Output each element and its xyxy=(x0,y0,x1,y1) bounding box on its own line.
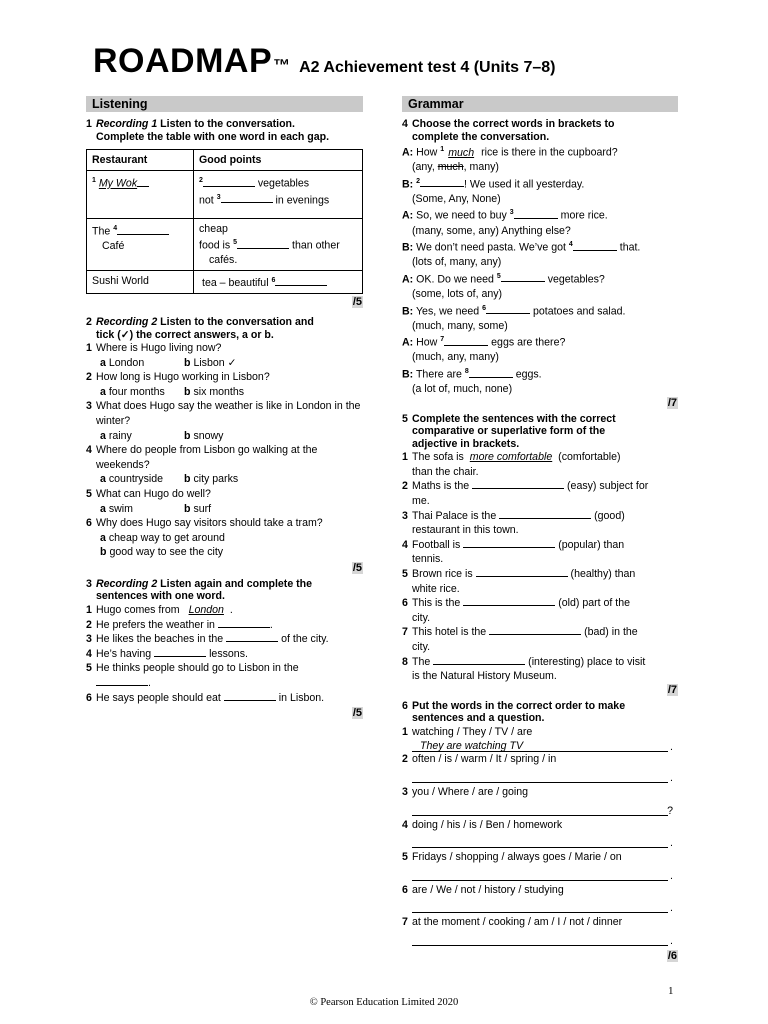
gap-6[interactable] xyxy=(275,277,327,286)
q3-gap-2[interactable] xyxy=(218,619,270,628)
list-item: 1 The sofa is more comfortable (comfortable) than the chair. xyxy=(402,451,621,478)
trademark-symbol: ™ xyxy=(273,56,291,76)
option-a[interactable]: London xyxy=(108,356,145,369)
list-item: 6 This is the (old) part of the city. xyxy=(402,597,631,624)
list-item: 6 He says people should eat in Lisbon. xyxy=(86,691,325,704)
q5-gap-8[interactable] xyxy=(433,656,525,665)
test-title: A2 Achievement test 4 (Units 7–8) xyxy=(299,59,556,76)
option-a[interactable]: swim xyxy=(108,502,133,515)
list-item: 4 Football is (popular) than tennis. xyxy=(402,538,625,566)
gap-3[interactable] xyxy=(221,194,273,203)
q5-example-answer: more comfortable xyxy=(469,451,553,464)
gap-8[interactable] xyxy=(469,369,513,378)
q3-gap-4[interactable] xyxy=(154,648,206,657)
list-item: 4 Where do people from Lisbon go walking at the weekends? xyxy=(86,444,318,471)
list-item: 3 you / Where / are / going xyxy=(402,785,529,798)
q6-answer-6[interactable]: . xyxy=(412,900,668,913)
list-item: 2 He prefers the weather in . xyxy=(86,618,273,631)
q4-dialogue: A: How $^1$ much rice is there in the cupboard? (any, much, many) B: $^2$ ! We used it all yesterday. (Some, Any, None) A: So, we need to buy $^3$ more rice. (many, some, any) Anything else? B: We don’t need pasta. We’ve got $^4$ that. (lots of, many, any) A: OK. Do we need $^5$ vegetables? (some, lots of, any) B: Yes, we need $^6$ potatoes and salad. (much, many, some) A: How $^7$ eggs are there? (much, any, many) B: There are $^8$ eggs. (a lot of, much, none) xyxy=(402,146,641,396)
q6-example-answer: They are watching TV xyxy=(420,740,524,753)
q1-instructions: 1 Recording 1 Listen to the conversation. Complete the table with one word in each gap. xyxy=(86,118,330,143)
gap-5[interactable] xyxy=(501,273,545,282)
q5-gap-3[interactable] xyxy=(499,510,591,519)
q1-score: /5 xyxy=(352,296,362,309)
q5-gap-2[interactable] xyxy=(472,480,564,489)
q6-answer-4[interactable]: . xyxy=(412,835,668,848)
q6-answer-7[interactable]: . xyxy=(412,933,668,946)
table-row: $^1$ My Wok $^2$ vegetables not $^3$ in evenings xyxy=(87,171,363,219)
option-a[interactable]: rainy xyxy=(108,429,132,442)
q3-example-answer: London xyxy=(188,603,224,616)
list-item: 2 How long is Hugo working in Lisbon? xyxy=(86,371,270,384)
option-a[interactable]: four months xyxy=(108,385,165,398)
list-item: 7 at the moment / cooking / am / I / not / dinner xyxy=(402,916,623,929)
list-item: 8 The (interesting) place to visit is the Natural History Museum. xyxy=(402,655,646,683)
list-item: 2 often / is / warm / It / spring / in xyxy=(402,753,557,766)
gap-2[interactable] xyxy=(420,178,464,187)
copyright-footer: © Pearson Education Limited 2020 xyxy=(309,997,459,1008)
q1-example-answer: My Wok xyxy=(98,177,138,190)
q2-items: 1 Where is Hugo living now? a London b Lisbon ✓ 2 How long is Hugo working in Lisbon? a four months b six months 3 What does Hugo say the weather is like in London in the winter? a rainy b snowy 4 Where do people from Lisbon go walking at the weekends? a countryside b city parks 5 What can Hugo do well? a swim b surf 6 Why does Hugo say visitors should take a tram? a cheap way to get around b good way to see the city xyxy=(86,341,363,560)
page-number: 1 xyxy=(668,985,674,997)
option-a[interactable]: countryside xyxy=(108,473,164,486)
q3-gap-5[interactable] xyxy=(96,677,148,686)
list-item: 3 He likes the beaches in the of the city. xyxy=(86,633,329,646)
gap-2[interactable] xyxy=(203,178,255,187)
q5-gap-4[interactable] xyxy=(463,539,555,548)
q5-gap-7[interactable] xyxy=(489,626,581,635)
q6-instructions: 6 Put the words in the correct order to make sentences and a question. xyxy=(402,699,626,725)
table-header-points: Good points xyxy=(194,150,363,171)
grammar-column xyxy=(402,96,678,962)
q5-gap-6[interactable] xyxy=(463,597,555,606)
q4-score: /7 xyxy=(667,396,677,409)
option-a[interactable]: cheap way to get around xyxy=(108,531,225,544)
list-item: 4 doing / his / is / Ben / homework xyxy=(402,818,563,831)
list-item: 4 He’s having lessons. xyxy=(86,647,248,660)
gap-4[interactable] xyxy=(573,242,617,251)
gap-6[interactable] xyxy=(486,305,530,314)
table-header-restaurant: Restaurant xyxy=(87,150,194,171)
gap-4[interactable] xyxy=(117,226,169,235)
gap-7[interactable] xyxy=(444,337,488,346)
q2-score: /5 xyxy=(352,561,362,574)
q6-answer-3[interactable]: ? xyxy=(412,803,668,816)
q6-score: /6 xyxy=(667,949,677,962)
q5-gap-5[interactable] xyxy=(476,568,568,577)
list-item: 3 What does Hugo say the weather is like in London in the winter? xyxy=(86,400,361,428)
listening-column xyxy=(86,96,363,719)
q4-instructions: 4 Choose the correct words in brackets to complete the conversation. xyxy=(402,118,615,143)
list-item: 1 Hugo comes from London . xyxy=(86,603,233,616)
list-item: 1 watching / They / TV / are xyxy=(402,725,533,738)
q6-answer-5[interactable]: . xyxy=(412,868,668,881)
list-item: 6 Why does Hugo say visitors should take a tram? xyxy=(86,517,323,530)
list-item: 5 What can Hugo do well? xyxy=(86,488,211,500)
list-item: 2 Maths is the (easy) subject for me. xyxy=(402,480,649,508)
list-item: 5 Brown rice is (healthy) than white rice. xyxy=(402,568,636,595)
gap-3[interactable] xyxy=(514,210,558,219)
q3-gap-3[interactable] xyxy=(226,633,278,642)
table-row: The $^4$ Café cheap food is $^5$ than other cafés. xyxy=(87,219,363,271)
option-b[interactable]: city parks xyxy=(193,473,239,486)
q5-score: /7 xyxy=(667,683,677,696)
option-b[interactable]: Lisbon ✓ xyxy=(193,356,237,369)
page-header xyxy=(93,42,693,82)
list-item: 7 This hotel is the (bad) in the city. xyxy=(402,626,638,653)
restaurant-table xyxy=(86,149,363,294)
table-row: Sushi World tea – beautiful $^6$ xyxy=(87,270,363,294)
listening-heading: Listening xyxy=(86,96,363,112)
list-item: 6 are / We / not / history / studying xyxy=(402,883,564,896)
option-b[interactable]: snowy xyxy=(193,429,224,442)
q6-answer-2[interactable]: . xyxy=(412,770,668,783)
list-item: 1 Where is Hugo living now? xyxy=(86,342,222,355)
q3-gap-6[interactable] xyxy=(224,692,276,701)
q5-instructions: 5 Complete the sentences with the correct comparative or superlative form of the adjective in brackets. xyxy=(402,412,616,450)
q2-instructions: 2 Recording 2 Listen to the conversation and tick (✓) the correct answers, a or b. xyxy=(86,316,314,341)
grammar-heading: Grammar xyxy=(402,96,678,112)
q6-answer-1[interactable]: They are watching TV . xyxy=(412,739,668,752)
list-item: 5 Fridays / shopping / always goes / Marie / on xyxy=(402,851,622,864)
list-item: 5 He thinks people should go to Lisbon in the . xyxy=(86,662,299,689)
q3-instructions: 3 Recording 2 Listen again and complete the sentences with one word. xyxy=(86,577,313,603)
option-b[interactable]: good way to see the city xyxy=(109,546,224,559)
gap-5[interactable] xyxy=(237,240,289,249)
brand-logo: ROADMAP xyxy=(93,42,273,80)
list-item: 3 Thai Palace is the (good) restaurant in this town. xyxy=(402,509,625,537)
q3-score: /5 xyxy=(352,707,362,720)
option-b[interactable]: surf xyxy=(193,502,212,515)
option-b[interactable]: six months xyxy=(193,385,245,398)
